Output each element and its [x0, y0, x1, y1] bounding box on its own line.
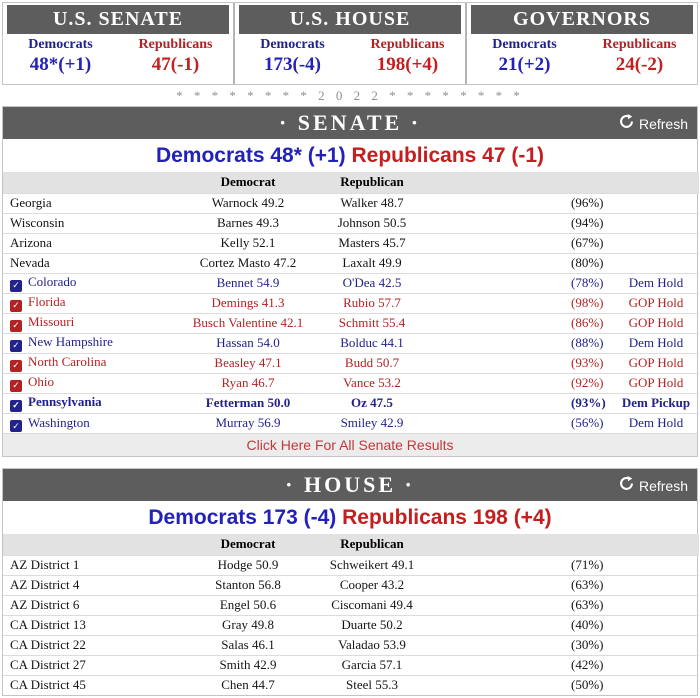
- dem-seat-count: 48*(+1): [29, 54, 92, 75]
- spacer-cell: [437, 293, 567, 313]
- rep-seat-count: 47(-1): [151, 54, 200, 75]
- spacer-cell: [437, 615, 567, 635]
- refresh-button[interactable]: [619, 476, 688, 496]
- summary-panel-house: [235, 3, 467, 84]
- republican-column-header: Republican: [307, 172, 437, 193]
- race-status: [613, 575, 699, 595]
- race-name: ✓ New Hampshire: [3, 333, 189, 353]
- house-section-header: [3, 469, 697, 501]
- republican-result: Garcia 57.1: [307, 655, 437, 675]
- election-summary-strip: [2, 2, 698, 85]
- rep-total: Republicans 47 (-1): [351, 144, 545, 167]
- race-row: [3, 675, 699, 695]
- democrat-result: Hodge 50.9: [189, 555, 307, 575]
- republican-result: Masters 45.7: [307, 233, 437, 253]
- column-header-row: [3, 534, 699, 555]
- democrat-result: Barnes 49.3: [189, 213, 307, 233]
- governors-rep-summary: [582, 34, 697, 84]
- race-row: [3, 193, 699, 213]
- spacer-cell: [437, 393, 567, 413]
- democrat-result: Warnock 49.2: [189, 193, 307, 213]
- race-row: [3, 253, 699, 273]
- spacer-cell: [437, 655, 567, 675]
- democrat-result: Hassan 54.0: [189, 333, 307, 353]
- republican-result: Schweikert 49.1: [307, 555, 437, 575]
- reporting-pct: (80%): [567, 253, 613, 273]
- republican-result: Cooper 43.2: [307, 575, 437, 595]
- spacer-cell: [437, 373, 567, 393]
- race-called-checkbox-icon[interactable]: ✓: [10, 380, 22, 392]
- refresh-label: Refresh: [638, 116, 688, 132]
- reporting-pct: (63%): [567, 575, 613, 595]
- race-name: Wisconsin: [3, 213, 189, 233]
- democrat-result: Stanton 56.8: [189, 575, 307, 595]
- refresh-button[interactable]: [619, 114, 688, 134]
- refresh-icon: [619, 114, 634, 134]
- race-status: [613, 233, 699, 253]
- race-called-checkbox-icon[interactable]: ✓: [10, 360, 22, 372]
- democrat-result: Ryan 46.7: [189, 373, 307, 393]
- race-name: ✓ North Carolina: [3, 353, 189, 373]
- summary-panel-title: U.S. HOUSE: [289, 8, 411, 30]
- dem-label: Democrats: [492, 37, 557, 52]
- race-status: [613, 675, 699, 695]
- race-row: [3, 353, 699, 373]
- race-status: GOP Hold: [613, 293, 699, 313]
- race-status: Dem Hold: [613, 273, 699, 293]
- senate-section-header: [3, 107, 697, 139]
- spacer-cell: [437, 253, 567, 273]
- republican-result: Steel 55.3: [307, 675, 437, 695]
- republican-result: Laxalt 49.9: [307, 253, 437, 273]
- spacer-cell: [437, 575, 567, 595]
- senate-section: [2, 106, 698, 457]
- race-called-checkbox-icon[interactable]: ✓: [10, 400, 22, 412]
- reporting-pct: (67%): [567, 233, 613, 253]
- race-status: Dem Pickup: [613, 393, 699, 413]
- republican-column-header: Republican: [307, 534, 437, 555]
- year-divider: * * * * * * * * 2 0 2 2 * * * * * * * *: [176, 88, 524, 103]
- race-status: GOP Hold: [613, 373, 699, 393]
- rep-seat-count: 24(-2): [615, 54, 664, 75]
- house-section: [2, 468, 698, 696]
- democrat-result: Kelly 52.1: [189, 233, 307, 253]
- race-status: Dem Hold: [613, 413, 699, 433]
- refresh-icon: [619, 476, 634, 496]
- democrat-result: Cortez Masto 47.2: [189, 253, 307, 273]
- race-row: [3, 273, 699, 293]
- reporting-pct: (86%): [567, 313, 613, 333]
- spacer-cell: [437, 313, 567, 333]
- democrat-result: Demings 41.3: [189, 293, 307, 313]
- senate-balance-line: [3, 139, 697, 172]
- democrat-result: Bennet 54.9: [189, 273, 307, 293]
- race-name: CA District 45: [3, 675, 189, 695]
- reporting-pct: (88%): [567, 333, 613, 353]
- senate-rep-summary: [118, 34, 233, 84]
- race-row: [3, 333, 699, 353]
- race-name: ✓ Missouri: [3, 313, 189, 333]
- reporting-pct: (98%): [567, 293, 613, 313]
- republican-result: Johnson 50.5: [307, 213, 437, 233]
- summary-panel-title: GOVERNORS: [513, 8, 651, 30]
- race-status: [613, 213, 699, 233]
- race-status: Dem Hold: [613, 333, 699, 353]
- democrat-result: Fetterman 50.0: [189, 393, 307, 413]
- rep-label: Republicans: [138, 37, 213, 52]
- republican-result: Smiley 42.9: [307, 413, 437, 433]
- summary-panel-title: U.S. SENATE: [52, 8, 184, 30]
- spacer-cell: [437, 555, 567, 575]
- rep-seat-count: 198(+4): [376, 54, 439, 75]
- race-status: GOP Hold: [613, 353, 699, 373]
- reporting-pct: (50%): [567, 675, 613, 695]
- reporting-pct: (56%): [567, 413, 613, 433]
- democrat-column-header: Democrat: [189, 534, 307, 555]
- race-called-checkbox-icon[interactable]: ✓: [10, 280, 22, 292]
- republican-result: Bolduc 44.1: [307, 333, 437, 353]
- republican-result: Vance 53.2: [307, 373, 437, 393]
- dem-total: Democrats 48* (+1): [155, 144, 352, 167]
- race-name: ✓ Colorado: [3, 273, 189, 293]
- race-row: [3, 373, 699, 393]
- spacer-cell: [437, 353, 567, 373]
- dem-label: Democrats: [260, 37, 325, 52]
- republican-result: Oz 47.5: [307, 393, 437, 413]
- race-status: [613, 635, 699, 655]
- race-row: [3, 555, 699, 575]
- all-senate-results-link[interactable]: Click Here For All Senate Results: [3, 433, 697, 456]
- race-column-header: [3, 534, 189, 555]
- spacer-cell: [437, 635, 567, 655]
- reporting-pct: (63%): [567, 595, 613, 615]
- spacer-cell: [437, 213, 567, 233]
- spacer-cell: [437, 595, 567, 615]
- rep-label: Republicans: [370, 37, 445, 52]
- spacer-cell: [437, 233, 567, 253]
- section-title: · SENATE ·: [278, 110, 422, 135]
- race-name: CA District 27: [3, 655, 189, 675]
- race-row: [3, 233, 699, 253]
- democrat-column-header: Democrat: [189, 172, 307, 193]
- reporting-pct: (94%): [567, 213, 613, 233]
- race-name: Nevada: [3, 253, 189, 273]
- republican-result: Duarte 50.2: [307, 615, 437, 635]
- race-name: Georgia: [3, 193, 189, 213]
- reporting-pct: (92%): [567, 373, 613, 393]
- dem-label: Democrats: [28, 37, 93, 52]
- summary-panel-governors-header: [471, 5, 693, 34]
- reporting-pct: (93%): [567, 393, 613, 413]
- race-called-checkbox-icon[interactable]: ✓: [10, 420, 22, 432]
- race-name: ✓ Ohio: [3, 373, 189, 393]
- race-status: GOP Hold: [613, 313, 699, 333]
- race-name: AZ District 1: [3, 555, 189, 575]
- democrat-result: Busch Valentine 42.1: [189, 313, 307, 333]
- reporting-pct: (40%): [567, 615, 613, 635]
- republican-result: Walker 48.7: [307, 193, 437, 213]
- race-row: [3, 635, 699, 655]
- house-rep-summary: [350, 34, 465, 84]
- race-called-checkbox-icon[interactable]: ✓: [10, 300, 22, 312]
- race-status: [613, 615, 699, 635]
- republican-result: Schmitt 55.4: [307, 313, 437, 333]
- summary-panel-senate-header: [7, 5, 229, 34]
- race-called-checkbox-icon[interactable]: ✓: [10, 340, 22, 352]
- race-row: [3, 413, 699, 433]
- reporting-pct: (30%): [567, 635, 613, 655]
- dem-seat-count: 173(-4): [264, 54, 321, 75]
- house-results-table: [3, 534, 699, 695]
- republican-result: Valadao 53.9: [307, 635, 437, 655]
- house-balance-line: [3, 501, 697, 534]
- democrat-result: Salas 46.1: [189, 635, 307, 655]
- section-title: · HOUSE ·: [285, 472, 415, 497]
- democrat-result: Engel 50.6: [189, 595, 307, 615]
- race-status: [613, 555, 699, 575]
- senate-dem-summary: [3, 34, 118, 84]
- house-dem-summary: [235, 34, 350, 84]
- rep-total: Republicans 198 (+4): [342, 506, 552, 529]
- race-name: Arizona: [3, 233, 189, 253]
- democrat-result: Gray 49.8: [189, 615, 307, 635]
- race-status: [613, 193, 699, 213]
- summary-panel-senate: [3, 3, 235, 84]
- refresh-label: Refresh: [638, 478, 688, 494]
- dem-total: Democrats 173 (-4): [148, 506, 343, 529]
- race-row: [3, 655, 699, 675]
- race-name: AZ District 6: [3, 595, 189, 615]
- race-name: CA District 22: [3, 635, 189, 655]
- race-column-header: [3, 172, 189, 193]
- race-name: ✓ Washington: [3, 413, 189, 433]
- spacer-cell: [437, 333, 567, 353]
- race-name: CA District 13: [3, 615, 189, 635]
- reporting-pct: (96%): [567, 193, 613, 213]
- race-status: [613, 595, 699, 615]
- spacer-cell: [437, 273, 567, 293]
- summary-panel-governors: [467, 3, 697, 84]
- reporting-pct: (78%): [567, 273, 613, 293]
- race-status: [613, 253, 699, 273]
- republican-result: Budd 50.7: [307, 353, 437, 373]
- republican-result: Ciscomani 49.4: [307, 595, 437, 615]
- reporting-pct: (42%): [567, 655, 613, 675]
- reporting-pct: (93%): [567, 353, 613, 373]
- democrat-result: Chen 44.7: [189, 675, 307, 695]
- democrat-result: Beasley 47.1: [189, 353, 307, 373]
- race-row: [3, 393, 699, 413]
- democrat-result: Murray 56.9: [189, 413, 307, 433]
- summary-panel-house-header: [239, 5, 461, 34]
- rep-label: Republicans: [602, 37, 677, 52]
- democrat-result: Smith 42.9: [189, 655, 307, 675]
- race-row: [3, 615, 699, 635]
- senate-results-table: [3, 172, 699, 433]
- governors-dem-summary: [467, 34, 582, 84]
- spacer-cell: [437, 193, 567, 213]
- race-name: ✓ Pennsylvania: [3, 393, 189, 413]
- republican-result: O'Dea 42.5: [307, 273, 437, 293]
- reporting-pct: (71%): [567, 555, 613, 575]
- race-row: [3, 213, 699, 233]
- race-status: [613, 655, 699, 675]
- race-called-checkbox-icon[interactable]: ✓: [10, 320, 22, 332]
- race-name: ✓ Florida: [3, 293, 189, 313]
- column-header-row: [3, 172, 699, 193]
- republican-result: Rubio 57.7: [307, 293, 437, 313]
- race-row: [3, 575, 699, 595]
- race-name: AZ District 4: [3, 575, 189, 595]
- race-row: [3, 313, 699, 333]
- spacer-cell: [437, 413, 567, 433]
- race-row: [3, 293, 699, 313]
- spacer-cell: [437, 675, 567, 695]
- race-row: [3, 595, 699, 615]
- dem-seat-count: 21(+2): [498, 54, 551, 75]
